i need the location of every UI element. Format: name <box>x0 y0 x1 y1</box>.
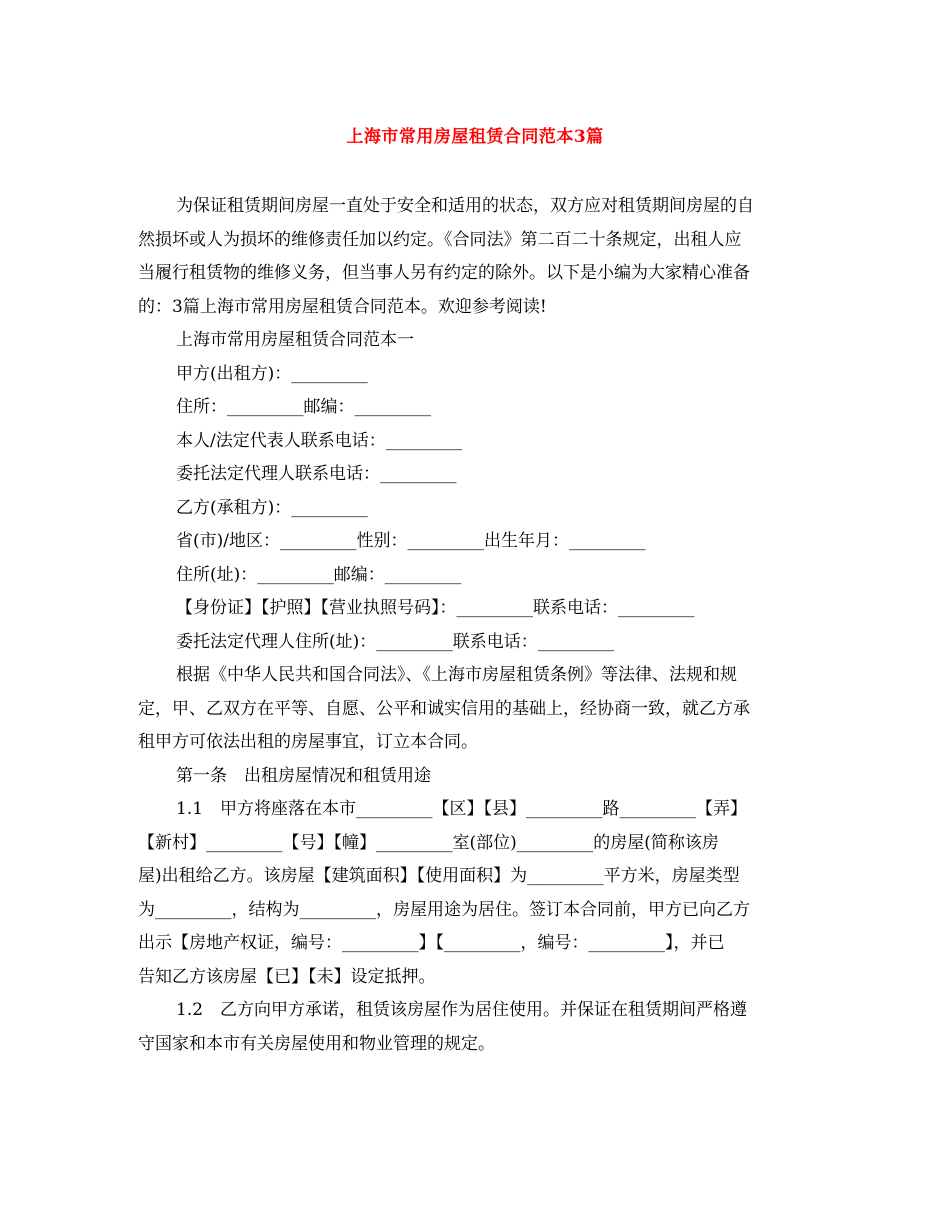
intro-paragraph <box>138 190 814 324</box>
clause-line: 【新村】_________【号】【幢】_________室(部位)_________的房屋(简称该房 <box>138 832 719 853</box>
field-line: 本人/法定代表人联系电话：_________ <box>176 430 463 451</box>
basis-line: 根据《中华人民共和国合同法》、《上海市房屋租赁条例》等法律、法规和规 <box>176 665 737 685</box>
clause-line: 为_________，结构为_________，房屋用途为居住。签订本合同前，甲方已向乙方 <box>138 899 750 920</box>
field-line: 省(市)/地区：_________性别：_________出生年月：_________ <box>176 531 646 551</box>
intro-line: 为保证租赁期间房屋一直处于安全和适用的状态，双方应对租赁期间房屋的自 <box>176 196 754 216</box>
article-heading: 第一条 出租房屋情况和租赁用途 <box>176 765 431 786</box>
document-body <box>138 190 814 1061</box>
clause-line: 1.1 甲方将座落在本市_________【区】【县】_________路_________【弄】 <box>176 799 748 819</box>
basis-line: 定，甲、乙双方在平等、自愿、公平和诚实信用的基础上，经协商一致，就乙方承 <box>138 698 750 719</box>
clause-line: 守国家和本市有关房屋使用和物业管理的规定。 <box>138 1033 495 1054</box>
field-line: 【身份证】【护照】【营业执照号码】：_________联系电话：_________ <box>176 598 695 618</box>
basis-line: 租甲方可依法出租的房屋事宜，订立本合同。 <box>138 732 478 752</box>
party-fields <box>138 358 814 660</box>
intro-line: 当履行租赁物的维修义务，但当事人另有约定的除外。以下是小编为大家精心准备 <box>138 263 750 283</box>
clause-line: 出示【房地产权证，编号：_________】【_________，编号：_________】，并已 <box>138 933 725 953</box>
section-heading: 上海市常用房屋租赁合同范本一 <box>176 330 414 350</box>
basis-paragraph <box>138 659 814 760</box>
clause-1-2 <box>138 994 814 1061</box>
clause-line: 屋)出租给乙方。该房屋【建筑面积】【使用面积】为_________平方米，房屋类型 <box>138 866 740 886</box>
document-title: 上海市常用房屋租赁合同范本3篇 <box>346 127 604 147</box>
clause-1-1 <box>138 793 814 994</box>
clause-line: 1.2 乙方向甲方承诺，租赁该房屋作为居住使用。并保证在租赁期间严格遵 <box>176 1000 748 1020</box>
field-line: 委托法定代理人住所(址)：_________联系电话：_________ <box>176 631 615 652</box>
clause-line: 告知乙方该房屋【已】【未】设定抵押。 <box>138 966 436 987</box>
field-line: 甲方(出租方)：_________ <box>176 363 368 384</box>
field-line: 住所(址)：_________邮编：_________ <box>176 564 462 585</box>
intro-line: 的：3篇上海市常用房屋租赁合同范本。欢迎参考阅读! <box>138 296 547 317</box>
intro-line: 然损坏或人为损坏的维修责任加以约定。《合同法》第二百二十条规定，出租人应 <box>138 229 742 250</box>
field-line: 委托法定代理人联系电话：_________ <box>176 464 457 484</box>
field-line: 乙方(承租方)：_________ <box>176 497 368 518</box>
field-line: 住所：_________邮编：_________ <box>176 397 431 417</box>
